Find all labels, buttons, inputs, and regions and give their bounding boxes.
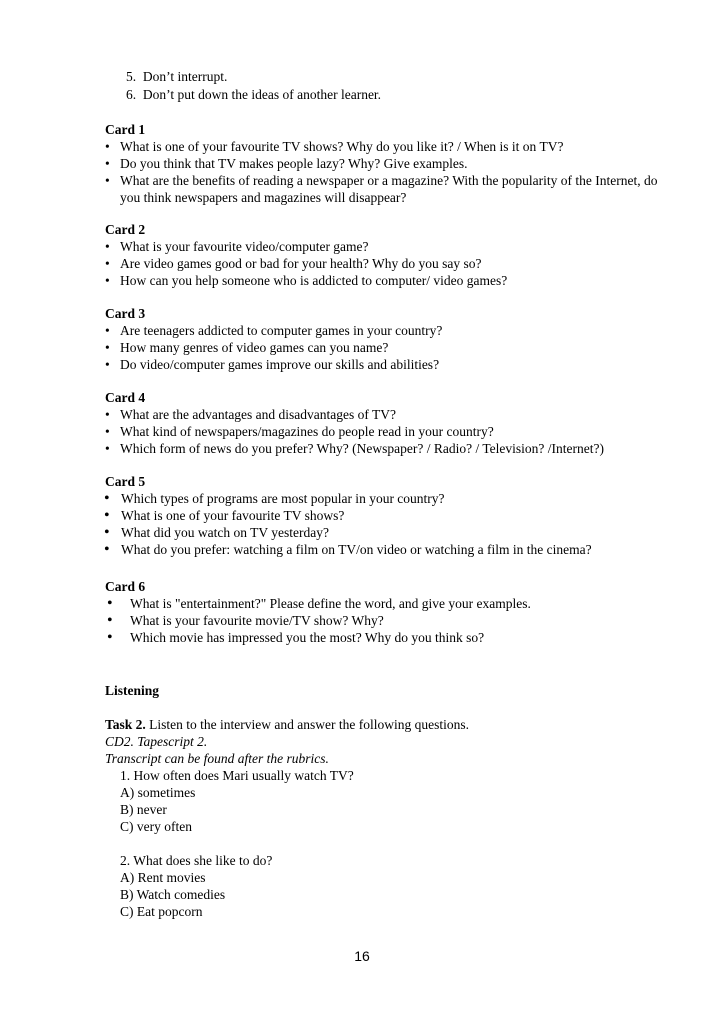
bullet-icon: • [105, 340, 110, 355]
card-4 [105, 389, 665, 457]
card-question [105, 339, 665, 356]
bullet-icon: • [104, 507, 110, 524]
bullet-icon: • [104, 490, 110, 507]
bullet-icon: • [105, 357, 110, 372]
bullet-icon: • [105, 424, 110, 439]
card-question [105, 238, 665, 255]
answer-option: C) Eat popcorn [120, 904, 203, 919]
card-title: Card 1 [105, 122, 146, 137]
cd-reference: CD2. Tapescript 2. [105, 734, 208, 749]
question-text: What did you watch on TV yesterday? [121, 525, 329, 540]
card-question [105, 440, 665, 457]
question-text: 1. How often does Mari usually watch TV? [120, 768, 354, 783]
bullet-icon: • [105, 256, 110, 271]
intro-rule-text: Don’t interrupt. [142, 69, 228, 84]
question-text: What is "entertainment?" Please define the word, and give your examples. [130, 596, 531, 611]
bullet-icon: • [105, 239, 110, 254]
question-text: Which movie has impressed you the most? Why do you think so? [130, 630, 485, 645]
question-text: What are the benefits of reading a newspaper or a magazine? With the popularity of the Internet, do you think newspapers and magazines will disappear? [120, 173, 658, 205]
intro-rule-item [126, 68, 381, 86]
listening-heading: Listening [105, 683, 160, 698]
card-question [105, 272, 665, 289]
card-question [105, 356, 665, 373]
bullet-icon: • [105, 441, 110, 456]
task-2-block [105, 716, 665, 767]
task-text: Listen to the interview and answer the following questions. [145, 717, 469, 732]
card-questions [105, 238, 665, 289]
card-question [105, 406, 665, 423]
card-5 [105, 473, 665, 558]
card-question [105, 541, 665, 558]
card-title: Card 4 [105, 390, 146, 405]
card-question [105, 612, 665, 629]
card-question [105, 524, 665, 541]
question-text: Which types of programs are most popular in your country? [121, 491, 445, 506]
card-6 [105, 578, 665, 646]
question-text: Do you think that TV makes people lazy? Why? Give examples. [120, 156, 468, 171]
intro-rule-number: 6. [126, 86, 137, 102]
question-text: Are video games good or bad for your health? Why do you say so? [120, 256, 482, 271]
card-question [105, 629, 665, 646]
card-title: Card 5 [105, 474, 146, 489]
card-questions [105, 406, 665, 457]
card-question [105, 507, 665, 524]
bullet-icon: • [105, 139, 110, 154]
intro-rules-list [126, 68, 381, 103]
card-question [105, 138, 665, 155]
question-text: Do video/computer games improve our skills and abilities? [120, 357, 440, 372]
question-text: Are teenagers addicted to computer games in your country? [120, 323, 443, 338]
bullet-icon: • [104, 524, 110, 541]
card-question [105, 490, 665, 507]
question-text: What is your favourite video/computer game? [120, 239, 369, 254]
card-title: Card 2 [105, 222, 146, 237]
card-question [105, 595, 665, 612]
bullet-icon: • [105, 407, 110, 422]
question-text: What is your favourite movie/TV show? Why? [130, 613, 384, 628]
card-questions [105, 138, 665, 206]
question-text: What is one of your favourite TV shows? [121, 508, 345, 523]
listening-question-1 [120, 767, 354, 835]
card-question [105, 172, 665, 206]
bullet-icon: • [105, 273, 110, 288]
task-instruction [105, 716, 665, 733]
question-text: What is one of your favourite TV shows? Why do you like it? / When is it on TV? [120, 139, 564, 154]
card-question [105, 322, 665, 339]
listening-question-2 [120, 852, 272, 920]
intro-rule-text: Don’t put down the ideas of another learner. [142, 86, 382, 102]
intro-rule-item [126, 86, 381, 104]
bullet-icon: • [105, 173, 110, 188]
bullet-icon: • [104, 541, 110, 558]
answer-option: A) sometimes [120, 785, 196, 800]
card-2 [105, 221, 665, 289]
question-text: How can you help someone who is addicted to computer/ video games? [120, 273, 508, 288]
bullet-icon: • [105, 323, 110, 338]
page-number: 16 [354, 948, 370, 964]
transcript-note: Transcript can be found after the rubrics. [105, 751, 329, 766]
card-title: Card 6 [105, 579, 146, 594]
bullet-icon: • [107, 595, 113, 612]
card-3 [105, 305, 665, 373]
question-text: How many genres of video games can you name? [120, 340, 389, 355]
answer-option: B) Watch comedies [120, 887, 226, 902]
question-text: What are the advantages and disadvantages of TV? [120, 407, 397, 422]
card-questions [105, 595, 665, 646]
question-text: What kind of newspapers/magazines do people read in your country? [120, 424, 494, 439]
answer-option: A) Rent movies [120, 870, 206, 885]
card-questions [105, 322, 665, 373]
task-label: Task 2. [105, 717, 146, 732]
bullet-icon: • [105, 156, 110, 171]
card-question [105, 155, 665, 172]
question-text: 2. What does she like to do? [120, 853, 273, 868]
intro-rule-number: 5. [126, 69, 137, 84]
card-question [105, 255, 665, 272]
card-question [105, 423, 665, 440]
card-questions [105, 490, 665, 558]
bullet-icon: • [107, 629, 113, 646]
question-text: What do you prefer: watching a film on TV/on video or watching a film in the cinema? [121, 542, 592, 557]
answer-option: B) never [120, 802, 167, 817]
bullet-icon: • [107, 612, 113, 629]
card-title: Card 3 [105, 306, 146, 321]
card-1 [105, 121, 665, 206]
answer-option: C) very often [120, 819, 192, 834]
question-text: Which form of news do you prefer? Why? (Newspaper? / Radio? / Television? /Internet?) [120, 441, 605, 456]
